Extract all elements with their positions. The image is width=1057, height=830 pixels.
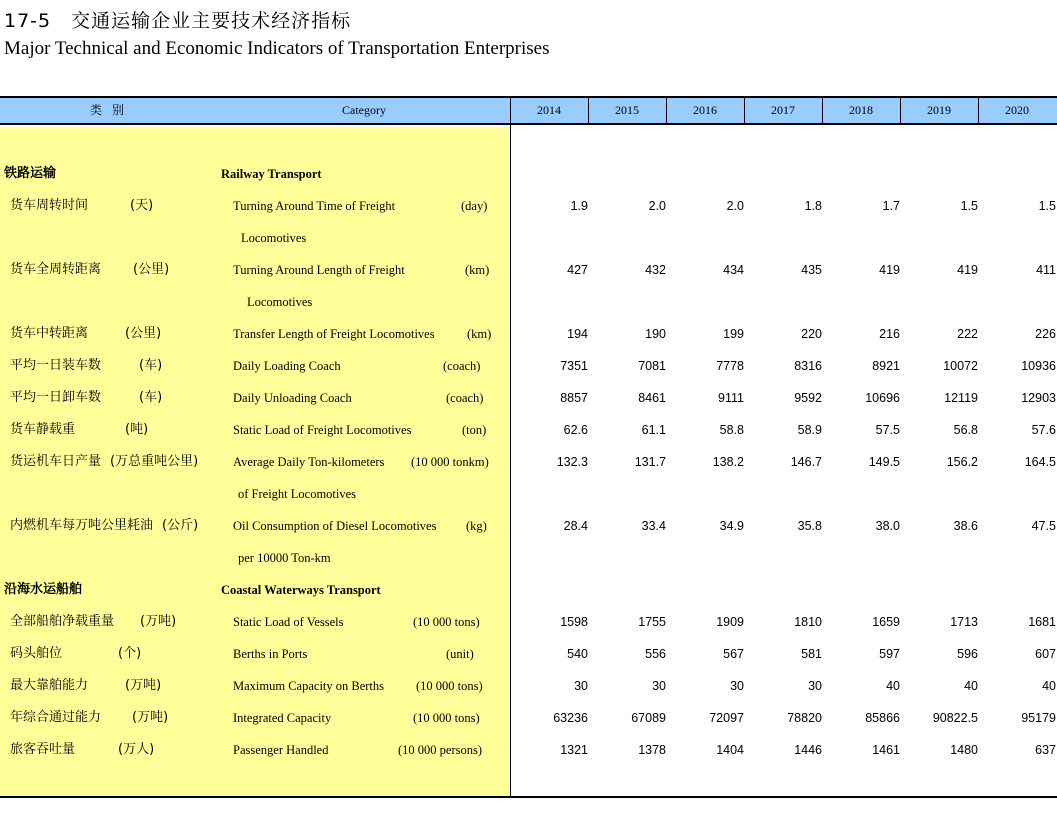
indicator-unit-cn: (天): [130, 198, 154, 213]
indicator-unit-cn: (万总重吨公里): [110, 454, 199, 469]
indicator-name-cn: 旅客吞吐量: [10, 742, 76, 757]
data-cell: 1404: [716, 743, 744, 757]
data-cell: 1909: [716, 615, 744, 629]
table-row-continuation: [0, 478, 1057, 510]
indicator-unit-en: (coach): [446, 391, 484, 405]
page-title-en: Major Technical and Economic Indicators of Transportation Enterprises: [4, 38, 550, 59]
data-cell: 58.9: [797, 423, 822, 437]
table-row: [0, 318, 1057, 350]
table-row: [0, 702, 1057, 734]
indicator-unit-cn: (车): [139, 358, 163, 373]
data-cell: 149.5: [868, 455, 900, 469]
data-cell: 190: [645, 327, 666, 341]
indicator-unit-en: (10 000 tons): [413, 615, 480, 629]
indicator-name-en: Static Load of Vessels: [233, 615, 344, 629]
indicator-unit-cn: (万吨): [132, 710, 169, 725]
indicator-name-en: Maximum Capacity on Berths: [233, 679, 385, 693]
data-cell: 28.4: [563, 519, 588, 533]
data-cell: 8921: [872, 359, 900, 373]
data-cell: 30: [652, 679, 666, 693]
indicator-name-cn: 码头舶位: [10, 646, 63, 661]
table-row-continuation: [0, 222, 1057, 254]
data-cell: 607: [1035, 647, 1056, 661]
indicator-name-cn: 平均一日卸车数: [10, 390, 102, 405]
data-cell: 10696: [865, 391, 900, 405]
section-title-cn: 铁路运输: [4, 166, 57, 181]
data-cell: 63236: [553, 711, 588, 725]
data-cell: 434: [723, 263, 744, 277]
data-cell: 226: [1035, 327, 1056, 341]
indicator-name-en-continued: per 10000 Ton-km: [238, 551, 331, 565]
indicator-name-cn: 全部船舶净载重量: [10, 614, 115, 629]
data-cell: 34.9: [719, 519, 744, 533]
data-cell: 8857: [560, 391, 588, 405]
data-cell: 78820: [787, 711, 822, 725]
header-year: 2014: [537, 103, 561, 117]
data-cell: 38.0: [875, 519, 900, 533]
indicator-name-cn: 货车静载重: [10, 422, 76, 437]
indicator-name-en: Berths in Ports: [233, 647, 308, 661]
data-cell: 1480: [950, 743, 978, 757]
table-row: [0, 190, 1057, 222]
data-cell: 8461: [638, 391, 666, 405]
indicator-unit-en: (km): [465, 263, 490, 277]
data-cell: 132.3: [556, 455, 588, 469]
table-row: [0, 414, 1057, 446]
data-cell: 540: [567, 647, 588, 661]
data-cell: 1659: [872, 615, 900, 629]
data-cell: 567: [723, 647, 744, 661]
table-row: [0, 350, 1057, 382]
indicator-unit-en: (day): [461, 199, 488, 213]
data-cell: 1713: [950, 615, 978, 629]
indicator-unit-cn: (吨): [125, 422, 149, 437]
data-cell: 1681: [1028, 615, 1056, 629]
indicator-name-en: Average Daily Ton-kilometers: [233, 455, 385, 469]
data-cell: 61.1: [641, 423, 666, 437]
data-cell: 33.4: [641, 519, 666, 533]
indicator-unit-cn: (个): [118, 646, 142, 661]
indicator-unit-en: (10 000 tons): [416, 679, 483, 693]
page-title-cn: 17-5 交通运输企业主要技术经济指标: [4, 10, 352, 32]
indicator-name-cn: 货运机车日产量: [10, 454, 102, 469]
indicator-unit-en: (10 000 tons): [413, 711, 480, 725]
data-cell: 419: [879, 263, 900, 277]
table-row-continuation: [0, 286, 1057, 318]
data-cell: 222: [957, 327, 978, 341]
data-cell: 1378: [638, 743, 666, 757]
data-cell: 131.7: [634, 455, 666, 469]
data-cell: 1321: [560, 743, 588, 757]
data-cell: 637: [1035, 743, 1056, 757]
indicator-unit-en: (10 000 persons): [398, 743, 483, 757]
header-year: 2020: [1005, 103, 1029, 117]
table-row: [0, 254, 1057, 286]
data-cell: 156.2: [946, 455, 978, 469]
data-cell: 1.8: [804, 199, 822, 213]
indicator-unit-cn: (车): [139, 390, 163, 405]
indicator-name-en-continued: of Freight Locomotives: [238, 487, 357, 501]
data-cell: 40: [964, 679, 978, 693]
header-year: 2019: [927, 103, 951, 117]
data-cell: 1461: [872, 743, 900, 757]
data-cell: 1755: [638, 615, 666, 629]
table-row: [0, 382, 1057, 414]
data-cell: 40: [1042, 679, 1056, 693]
data-cell: 556: [645, 647, 666, 661]
table-row: [0, 606, 1057, 638]
table-bottom-rule: [0, 796, 1057, 798]
indicator-unit-en: (10 000 tonkm): [411, 455, 489, 469]
section-row: [0, 158, 1057, 190]
data-cell: 432: [645, 263, 666, 277]
data-cell: 62.6: [563, 423, 588, 437]
data-cell: 72097: [709, 711, 744, 725]
table-row: [0, 510, 1057, 542]
data-cell: 10072: [943, 359, 978, 373]
data-cell: 1598: [560, 615, 588, 629]
indicator-name-cn: 最大靠舶能力: [10, 678, 89, 693]
indicator-unit-cn: (万吨): [125, 678, 162, 693]
indicator-name-en-continued: Locomotives: [247, 295, 313, 309]
data-cell: 85866: [865, 711, 900, 725]
data-cell: 427: [567, 263, 588, 277]
data-cell: 90822.5: [932, 711, 978, 725]
data-cell: 40: [886, 679, 900, 693]
data-cell: 58.8: [719, 423, 744, 437]
indicator-unit-cn: (万人): [118, 742, 155, 757]
section-title-cn: 沿海水运船舶: [4, 582, 83, 597]
data-cell: 581: [801, 647, 822, 661]
data-cell: 57.5: [875, 423, 900, 437]
data-cell: 597: [879, 647, 900, 661]
indicator-name-cn: 内燃机车每万吨公里耗油: [10, 518, 154, 533]
header-year: 2018: [849, 103, 873, 117]
indicator-name-en: Integrated Capacity: [233, 711, 332, 725]
data-cell: 216: [879, 327, 900, 341]
data-cell: 7778: [716, 359, 744, 373]
data-cell: 138.2: [712, 455, 744, 469]
data-cell: 164.5: [1024, 455, 1056, 469]
data-cell: 1.9: [570, 199, 588, 213]
data-cell: 67089: [631, 711, 666, 725]
data-cell: 57.6: [1031, 423, 1056, 437]
indicator-name-cn: 货车全周转距离: [10, 262, 102, 277]
table-row: [0, 734, 1057, 766]
data-cell: 30: [808, 679, 822, 693]
data-cell: 8316: [794, 359, 822, 373]
header-year: 2017: [771, 103, 795, 117]
data-cell: 1.7: [882, 199, 900, 213]
indicator-unit-cn: (公斤): [162, 518, 199, 533]
data-cell: 596: [957, 647, 978, 661]
indicator-unit-en: (kg): [466, 519, 487, 533]
data-cell: 1810: [794, 615, 822, 629]
data-cell: 9592: [794, 391, 822, 405]
data-cell: 95179: [1021, 711, 1056, 725]
header-year: 2015: [615, 103, 639, 117]
header-category-cn: 类别: [90, 103, 135, 117]
indicator-unit-en: (unit): [446, 647, 474, 661]
data-cell: 38.6: [953, 519, 978, 533]
indicator-name-en: Oil Consumption of Diesel Locomotives: [233, 519, 437, 533]
table-row: [0, 446, 1057, 478]
data-cell: 199: [723, 327, 744, 341]
indicator-name-cn: 平均一日装车数: [10, 358, 102, 373]
indicator-name-en: Turning Around Length of Freight: [233, 263, 405, 277]
data-cell: 1.5: [960, 199, 978, 213]
data-cell: 10936: [1021, 359, 1056, 373]
data-cell: 12119: [944, 391, 978, 405]
header-year: 2016: [693, 103, 717, 117]
indicator-name-en: Transfer Length of Freight Locomotives: [233, 327, 435, 341]
data-cell: 146.7: [790, 455, 822, 469]
indicator-unit-cn: (公里): [133, 262, 170, 277]
data-cell: 2.0: [726, 199, 744, 213]
header-category-en: Category: [342, 103, 386, 117]
section-row: [0, 574, 1057, 606]
data-cell: 7351: [560, 359, 588, 373]
data-cell: 220: [801, 327, 822, 341]
indicator-name-en: Turning Around Time of Freight: [233, 199, 396, 213]
indicator-name-en: Passenger Handled: [233, 743, 329, 757]
data-cell: 419: [957, 263, 978, 277]
indicator-name-en: Daily Unloading Coach: [233, 391, 352, 405]
data-cell: 56.8: [953, 423, 978, 437]
table-row: [0, 638, 1057, 670]
table-header: [0, 96, 1057, 125]
data-cell: 1.5: [1038, 199, 1056, 213]
data-cell: 2.0: [648, 199, 666, 213]
section-title-en: Coastal Waterways Transport: [221, 583, 381, 597]
data-cell: 47.5: [1031, 519, 1056, 533]
indicator-unit-en: (ton): [462, 423, 487, 437]
indicator-name-en: Daily Loading Coach: [233, 359, 341, 373]
indicator-name-en: Static Load of Freight Locomotives: [233, 423, 412, 437]
indicator-name-cn: 货车中转距离: [10, 326, 89, 341]
data-cell: 411: [1036, 263, 1056, 277]
section-title-en: Railway Transport: [221, 167, 322, 181]
data-cell: 30: [574, 679, 588, 693]
data-cell: 30: [730, 679, 744, 693]
indicator-unit-cn: (万吨): [140, 614, 177, 629]
data-cell: 9111: [718, 391, 744, 405]
indicator-name-cn: 年综合通过能力: [10, 710, 102, 725]
data-cell: 7081: [638, 359, 666, 373]
table-row-continuation: [0, 542, 1057, 574]
data-cell: 194: [567, 327, 588, 341]
indicator-name-en-continued: Locomotives: [241, 231, 307, 245]
indicator-unit-en: (coach): [443, 359, 481, 373]
table-row: [0, 670, 1057, 702]
data-cell: 35.8: [797, 519, 822, 533]
indicator-unit-cn: (公里): [125, 326, 162, 341]
indicator-name-cn: 货车周转时间: [10, 198, 89, 213]
data-cell: 435: [801, 263, 822, 277]
indicator-unit-en: (km): [467, 327, 492, 341]
data-cell: 1446: [794, 743, 822, 757]
data-cell: 12903: [1021, 391, 1056, 405]
